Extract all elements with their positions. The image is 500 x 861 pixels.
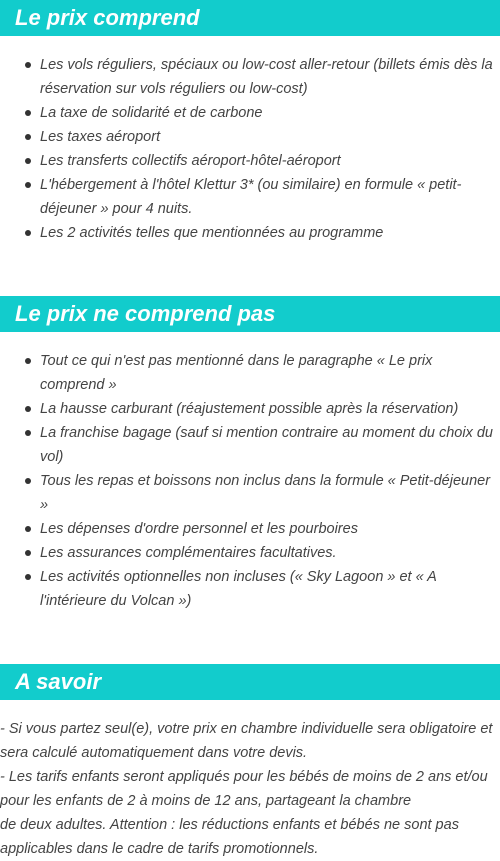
list-item: Les dépenses d'ordre personnel et les pourboires (0, 517, 500, 541)
list-item: Tous les repas et boissons non inclus dans la formule « Petit-déjeuner » (0, 469, 500, 517)
list-item: Les activités optionnelles non incluses (« Sky Lagoon » et « A l'intérieure du Volcan ») (0, 565, 500, 613)
paragraph: - Les tarifs enfants seront appliqués pour les bébés de moins de 2 ans et/ou pour les enfants de 2 à moins de 12 ans, partageant la chambre (0, 769, 488, 809)
list-item: La franchise bagage (sauf si mention contraire au moment du choix du vol) (0, 421, 500, 469)
list-item: Les transferts collectifs aéroport-hôtel-aéroport (0, 149, 500, 173)
list-item: La hausse carburant (réajustement possible après la réservation) (0, 397, 500, 421)
list-item: L'hébergement à l'hôtel Klettur 3* (ou similaire) en formule « petit-déjeuner » pour 4 nuits. (0, 173, 500, 221)
list-item: Les vols réguliers, spéciaux ou low-cost aller-retour (billets émis dès la réservation sur vols réguliers ou low-cost) (0, 53, 500, 101)
section-title-included: Le prix comprend (0, 0, 500, 36)
list-item: La taxe de solidarité et de carbone (0, 101, 500, 125)
not-included-list (0, 332, 500, 613)
list-item: Les taxes aéroport (0, 125, 500, 149)
section-title-not-included: Le prix ne comprend pas (0, 296, 500, 332)
included-list (0, 36, 500, 245)
list-item: Les 2 activités telles que mentionnées au programme (0, 221, 500, 245)
paragraph: de deux adultes. Attention : les réductions enfants et bébés ne sont pas applicables dans le cadre de tarifs promotionnels. (0, 817, 459, 857)
section-title-good-to-know: A savoir (0, 664, 500, 700)
list-item: Les assurances complémentaires facultatives. (0, 541, 500, 565)
paragraph: - Si vous partez seul(e), votre prix en chambre individuelle sera obligatoire et sera calculé automatiquement dans votre devis. (0, 721, 493, 761)
list-item: Tout ce qui n'est pas mentionné dans le paragraphe « Le prix comprend » (0, 349, 500, 397)
good-to-know-text (0, 700, 500, 861)
